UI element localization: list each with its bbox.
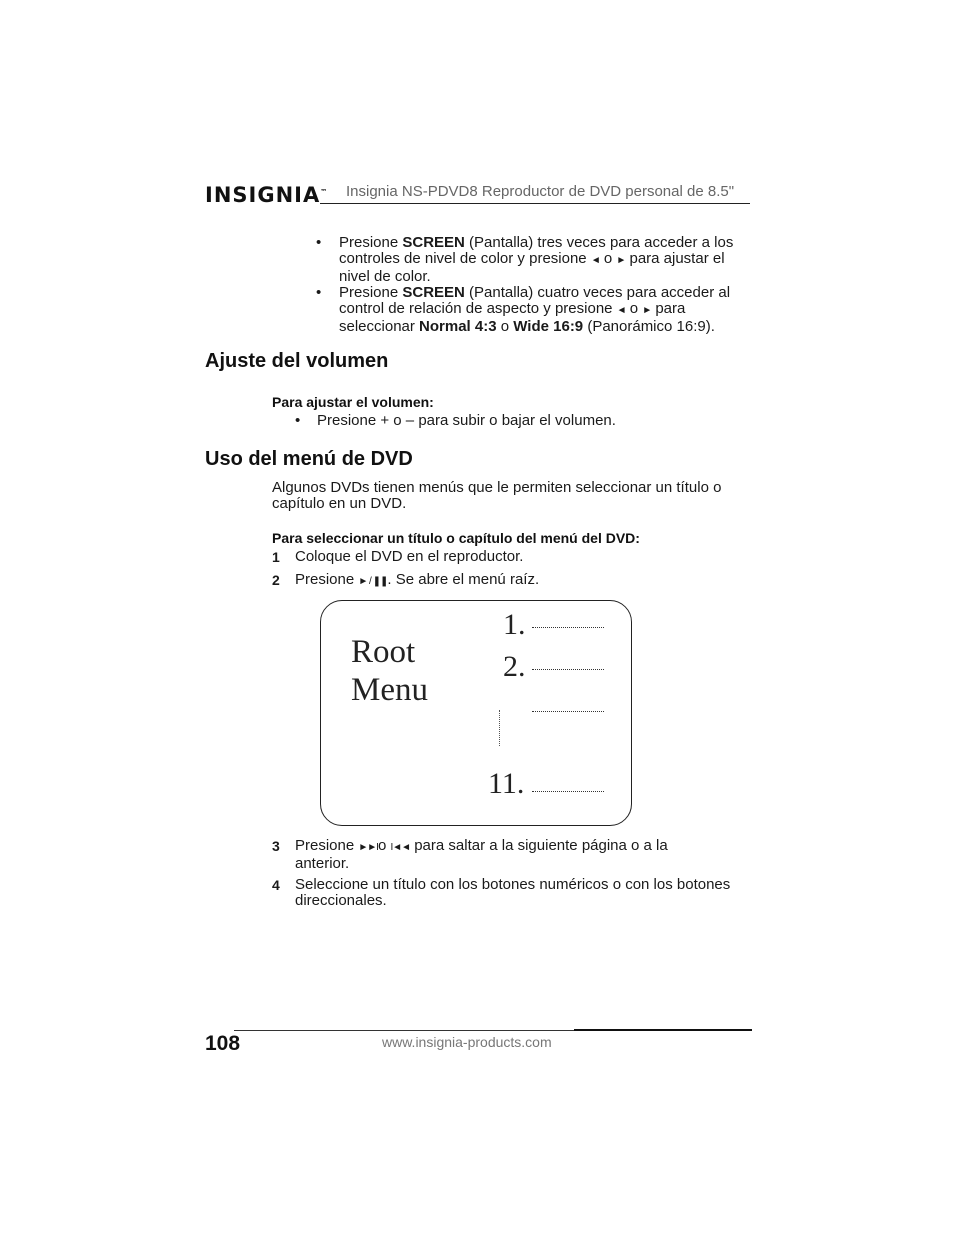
menu-item-dotted-line [532,791,604,792]
left-arrow-icon: ◄ [616,305,626,316]
right-arrow-icon: ► [616,255,626,266]
intro-bullet-1: Presione SCREEN (Pantalla) tres veces para acceder a los controles de nivel de color y presione ◄ o ► para ajustar el nivel de color. [339,234,734,285]
bullet-dot: • [316,284,322,301]
menu-item-number: 1. [503,608,526,641]
step-2-text: Presione ► / ❚❚. Se abre el menú raíz. [295,571,540,588]
step-number: 4 [272,877,280,893]
previous-chapter-icon: I◄◄ [390,842,411,853]
menu-item-number: 11. [488,767,525,800]
bullet-dot: • [295,412,301,429]
footer-url: www.insignia-products.com [382,1034,552,1050]
step-number: 1 [272,549,280,565]
section-heading-dvd-menu: Uso del menú de DVD [205,448,413,470]
menu-item-dotted-line [532,669,604,670]
step-number: 2 [272,572,280,588]
dvd-menu-paragraph: Algunos DVDs tienen menús que le permiten seleccionar un título o capítulo en un DVD. [272,479,722,512]
root-menu-title: Root Menu [351,634,428,708]
next-chapter-icon: ►►I [358,842,378,853]
subhead-dvd-menu: Para seleccionar un título o capítulo del menú del DVD: [272,530,640,546]
step-3-text: Presione ►►Io I◄◄ para saltar a la siguiente página o a la anterior. [295,837,668,872]
step-number: 3 [272,838,280,854]
volume-bullet-text: Presione + o – para subir o bajar el volumen. [317,412,616,429]
menu-item-dotted-line [532,711,604,712]
insignia-logo: INSIGNIA™ [205,183,328,207]
left-arrow-icon: ◄ [590,255,600,266]
header-title: Insignia NS-PDVD8 Reproductor de DVD personal de 8.5" [346,183,735,200]
subhead-volume: Para ajustar el volumen: [272,394,434,410]
menu-item-dotted-line [532,627,604,628]
vertical-ellipsis [499,710,500,746]
footer-rule [234,1030,574,1031]
step-4-text: Seleccione un título con los botones numéricos o con los botones direccionales. [295,876,731,909]
step-1-text: Coloque el DVD en el reproductor. [295,548,524,565]
page-number: 108 [205,1032,241,1055]
footer-rule-accent [574,1029,752,1031]
intro-bullet-2: Presione SCREEN (Pantalla) cuatro veces para acceder al control de relación de aspecto y presione ◄ o ► para seleccionar Normal 4:3 o Wide 16:9 (Panorámico 16:9). [339,284,731,335]
section-heading-volume: Ajuste del volumen [205,350,389,372]
header-rule [320,203,750,204]
bullet-dot: • [316,234,322,251]
menu-item-number: 2. [503,650,526,683]
play-pause-icon: ► / ❚❚ [358,576,388,587]
right-arrow-icon: ► [642,305,652,316]
